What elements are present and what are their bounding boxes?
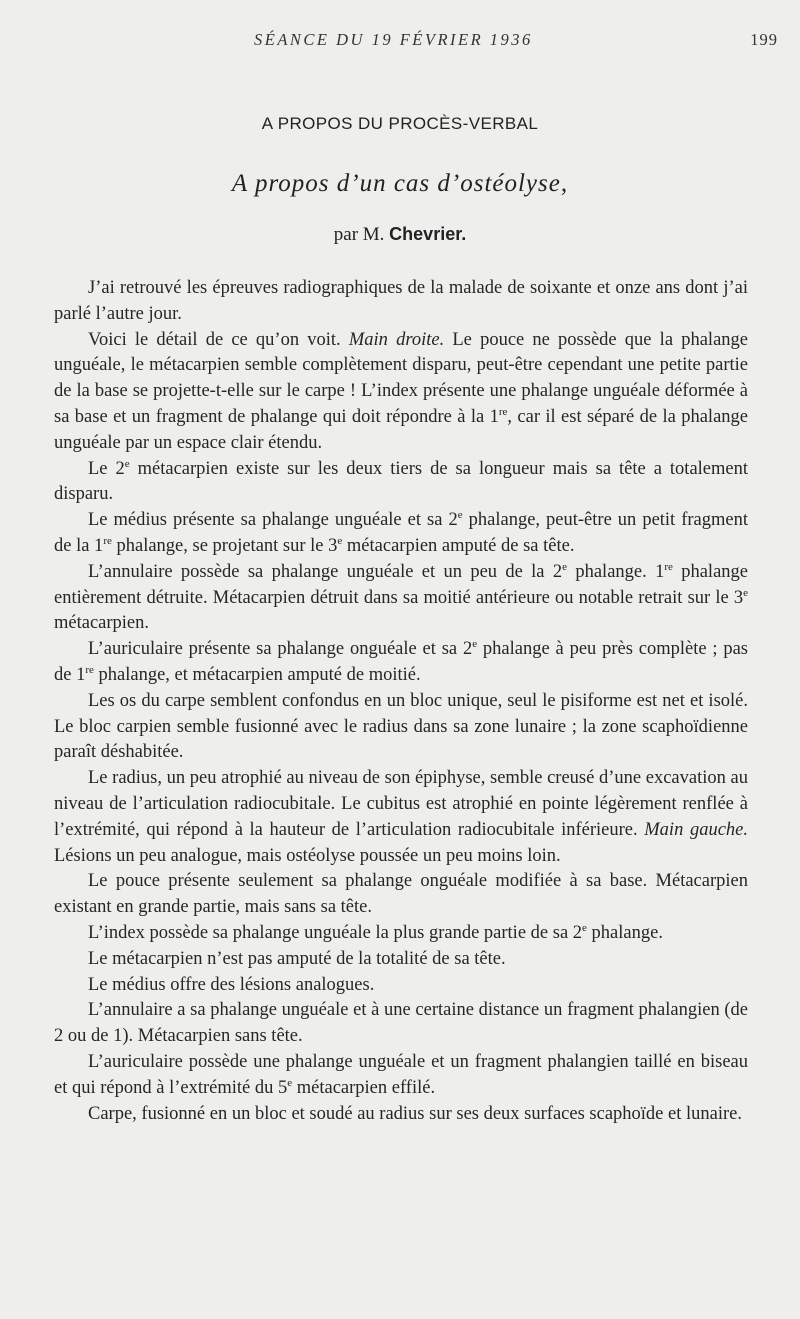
text-run: Le 2: [88, 458, 125, 479]
paragraph: [54, 973, 748, 999]
page-number: 199: [750, 30, 778, 49]
text-run: métacarpien effilé.: [292, 1077, 436, 1098]
ordinal-superscript: e: [472, 638, 478, 650]
text-run: Le métacarpien n’est pas amputé de la totalité de sa tête.: [88, 948, 506, 969]
text-run: phalange, peut-être un petit fragment de la 1: [54, 510, 748, 556]
text-run: L’auriculaire possède une phalange unguéale et un fragment phalangien taillé en biseau et qui répond à l’extrémité du 5: [54, 1051, 748, 1098]
text-run: phalange.: [586, 922, 663, 943]
paragraph: [54, 947, 748, 973]
text-run: Le médius présente sa phalange unguéale et sa 2: [88, 510, 458, 531]
ordinal-superscript: re: [664, 560, 673, 573]
text-run: Les os du carpe semblent confondus en un bloc unique, seul le pisiforme est net et isolé. Le bloc carpien semble fusionné avec le radius dans sa zone lunaire ; la zone scaphoïdienne paraît déshabitée.: [54, 690, 748, 763]
text-run: Le radius, un peu atrophié au niveau de son épiphyse, semble creusé d’une excavation au niveau de l’articulation radiocubitale. Le cubitus est atrophié en pointe légèrement renflée à l’extrémité, qui répond à la hauteur de l’articulation radiocubitale inférieure.: [54, 768, 748, 840]
paragraph: [54, 328, 748, 457]
ordinal-superscript: re: [85, 663, 94, 676]
text-run: Le pouce présente seulement sa phalange onguéale modifiée à sa base. Métacarpien existant en grande partie, mais sans sa tête.: [54, 871, 748, 918]
italic-text: Main gauche.: [644, 819, 748, 840]
text-run: métacarpien.: [54, 613, 150, 634]
text-run: Voici le détail de ce qu’on voit.: [88, 329, 349, 350]
paragraph: [54, 1102, 748, 1128]
text-run: L’auriculaire présente sa phalange onguéale et sa 2: [88, 639, 473, 660]
ordinal-superscript: e: [337, 534, 343, 547]
text-run: Le pouce ne possède que la phalange unguéale, le métacarpien semble complètement disparu, peut-être cependant une petite partie de la base se projette-t-elle sur le carpe ! L’index présente une phalange unguéale déformée à sa base et un fragment de phalange qui doit répondre à la 1: [54, 329, 748, 427]
article-title: A propos d’un cas d’ostéolyse,: [231, 170, 569, 197]
paragraph: [54, 689, 748, 766]
text-run: , car il est séparé de la phalange unguéale par un espace clair étendu.: [54, 406, 748, 453]
paragraph: [54, 766, 748, 869]
ordinal-superscript: e: [562, 560, 567, 573]
text-run: phalange entièrement détruite. Métacarpien détruit dans sa moitié antérieure ou notable retrait sur le 3: [54, 561, 748, 608]
ordinal-superscript: e: [582, 921, 587, 934]
text-run: phalange, se projetant sur le 3: [111, 535, 338, 556]
section-title: A PROPOS DU PROCÈS-VERBAL: [261, 114, 539, 133]
paragraph: [54, 457, 748, 509]
text-run: Carpe, fusionné en un bloc et soudé au radius sur ses deux surfaces scaphoïde et lunaire.: [88, 1103, 742, 1124]
ordinal-superscript: e: [287, 1076, 293, 1089]
paragraph: [54, 637, 748, 689]
ordinal-superscript: e: [457, 509, 463, 522]
paragraph: [54, 1050, 748, 1102]
text-run: Le médius offre des lésions analogues.: [88, 974, 375, 995]
paragraph: [54, 998, 748, 1050]
text-run: Lésions un peu analogue, mais ostéolyse poussée un peu moins loin.: [54, 845, 561, 866]
ordinal-superscript: re: [498, 405, 508, 418]
text-run: métacarpien existe sur les deux tiers de sa longueur mais sa tête a totalement disparu.: [54, 458, 749, 505]
byline: [0, 224, 800, 246]
paragraph: [54, 276, 748, 328]
ordinal-superscript: re: [103, 534, 112, 547]
text-run: phalange à peu près complète ; pas de 1: [54, 639, 748, 685]
paragraph: [54, 921, 748, 947]
running-title: SÉANCE DU 19 FÉVRIER 1936: [254, 30, 533, 49]
text-run: phalange. 1: [567, 561, 665, 582]
body-text: [54, 276, 748, 1127]
byline-prefix: par M.: [333, 224, 385, 245]
text-run: phalange, et métacarpien amputé de moitié.: [93, 664, 421, 685]
text-run: L’annulaire a sa phalange unguéale et à une certaine distance un fragment phalangien (de 2 ou de 1). Métacarpien sans tête.: [54, 1000, 748, 1047]
text-run: J’ai retrouvé les épreuves radiographiques de la malade de soixante et onze ans dont j’ai parlé l’autre jour.: [54, 278, 748, 324]
italic-text: Main droite.: [348, 329, 445, 350]
paragraph: [54, 869, 748, 921]
paragraph: [54, 560, 748, 637]
ordinal-superscript: e: [743, 586, 748, 599]
author-name: Chevrier.: [389, 224, 467, 244]
ordinal-superscript: e: [124, 457, 130, 470]
text-run: L’annulaire possède sa phalange unguéale et un peu de la 2: [88, 561, 563, 582]
running-header: [0, 30, 800, 54]
paragraph: [54, 508, 748, 560]
text-run: L’index possède sa phalange unguéale la plus grande partie de sa 2: [88, 922, 583, 943]
text-run: métacarpien amputé de sa tête.: [342, 535, 575, 556]
